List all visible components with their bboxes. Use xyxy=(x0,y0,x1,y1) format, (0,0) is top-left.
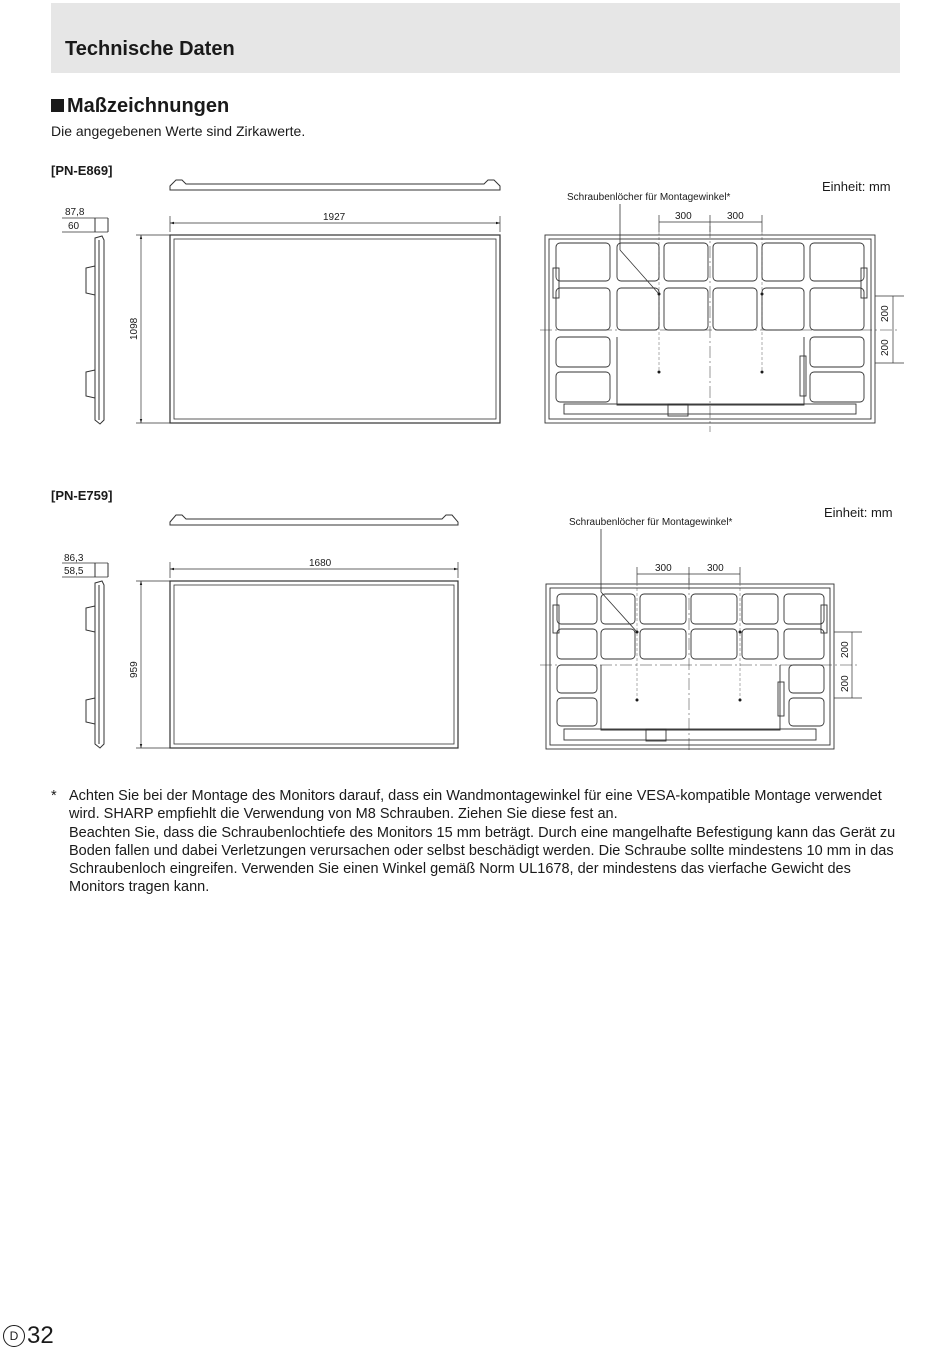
hole-v2-e869: 200 xyxy=(880,339,891,356)
drawing-pn-e869 xyxy=(62,179,904,432)
depth-inner-e759: 58,5 xyxy=(64,566,84,577)
hole-v1-e759: 200 xyxy=(840,641,851,658)
page-number xyxy=(3,1322,54,1350)
height-e869: 1098 xyxy=(129,317,140,340)
screw-label-e869: Schraubenlöcher für Montagewinkel* xyxy=(567,192,731,203)
depth-inner-e869: 60 xyxy=(68,221,80,232)
depth-outer-e869: 87,8 xyxy=(65,207,85,218)
intro-text: Die angegebenen Werte sind Zirkawerte. xyxy=(51,123,306,139)
section-title-text: Maßzeichnungen xyxy=(67,95,230,117)
hole-h1-e759: 300 xyxy=(655,563,672,574)
side-view-e869 xyxy=(86,236,104,424)
height-e759: 959 xyxy=(129,661,140,678)
width-e869: 1927 xyxy=(323,212,346,223)
hole-h1-e869: 300 xyxy=(675,211,692,222)
top-view-e759 xyxy=(170,515,458,525)
hole-h2-e869: 300 xyxy=(727,211,744,222)
footnote-line-2: Beachten Sie, dass die Schraubenlochtiefe des Monitors 15 mm beträgt. Durch eine mangelhafte Befestigung kann das Gerät zu Boden fallen und dabei Verletzungen verursachen oder selbst beschädigt werden. Die Schraube sollte mindestens 10 mm in das Schraubenloch eingreifen. Verwenden Sie einen Winkel gemäß Norm UL1678, der mindestens das vierfache Gewicht des Monitors tragen kann. xyxy=(69,824,896,896)
hole-v1-e869: 200 xyxy=(880,305,891,322)
page-number-value: 32 xyxy=(27,1322,54,1349)
top-view-e869 xyxy=(170,180,500,190)
footnote-marker: * xyxy=(51,788,57,804)
language-d-icon: D xyxy=(3,1325,25,1347)
page-title: Technische Daten xyxy=(65,38,235,60)
model-label-pn-e869: [PN-E869] xyxy=(51,163,113,178)
footnote xyxy=(51,787,901,897)
drawing-pn-e759 xyxy=(62,505,893,752)
model-label-pn-e759: [PN-E759] xyxy=(51,488,113,503)
unit-e759: Einheit: mm xyxy=(824,505,893,520)
front-view-e869 xyxy=(170,235,500,423)
unit-e869: Einheit: mm xyxy=(822,179,891,194)
footnote-line-1: Achten Sie bei der Montage des Monitors darauf, dass ein Wandmontagewinkel für eine VESA-kompatible Montage verwendet wird. SHARP empfiehlt die Verwendung von M8 Schrauben. Ziehen Sie diese fest an. xyxy=(69,788,882,823)
hole-v2-e759: 200 xyxy=(840,675,851,692)
vesa-holes-e869 xyxy=(658,293,764,374)
width-e759: 1680 xyxy=(309,558,332,569)
front-view-e759 xyxy=(170,581,458,748)
screw-label-e759: Schraubenlöcher für Montagewinkel* xyxy=(569,517,733,528)
depth-outer-e759: 86,3 xyxy=(64,553,84,564)
rear-view-e759 xyxy=(546,584,834,749)
side-view-e759 xyxy=(86,581,104,748)
hole-h2-e759: 300 xyxy=(707,563,724,574)
vesa-holes-e759 xyxy=(636,631,742,702)
